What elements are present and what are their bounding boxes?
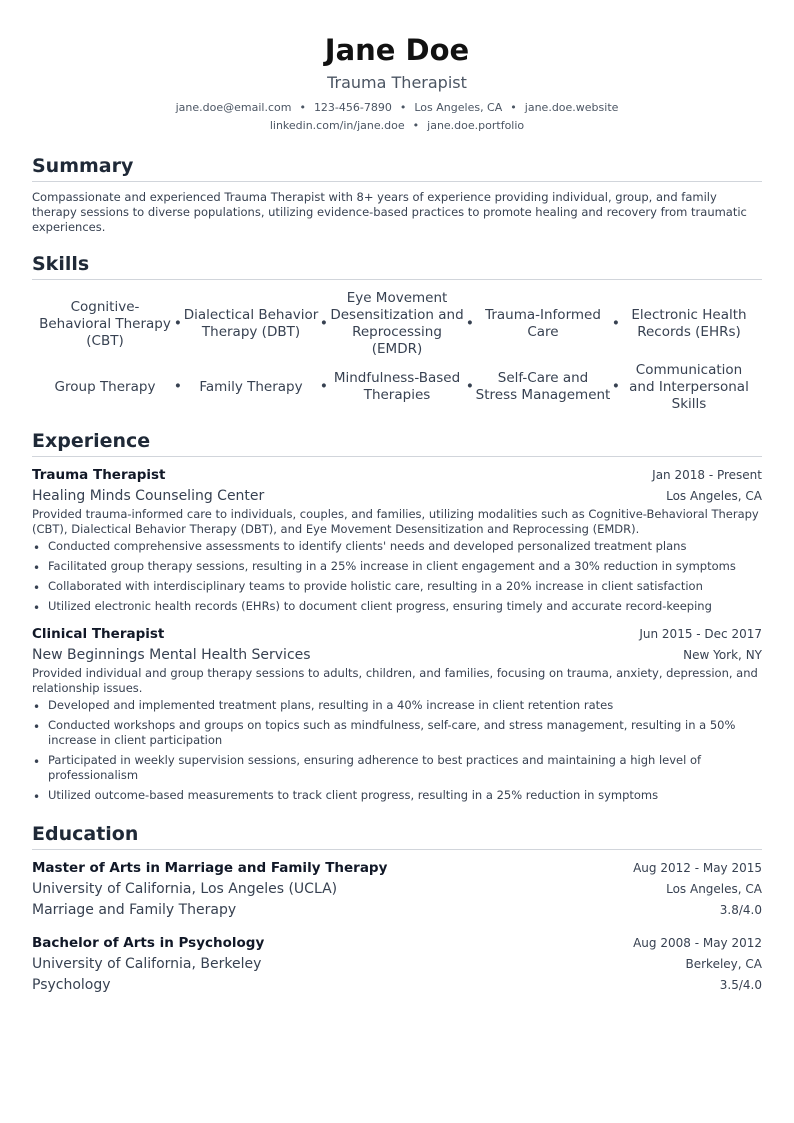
skills-grid	[32, 288, 762, 414]
job-dates: Jan 2018 - Present	[652, 468, 762, 482]
resume-header	[32, 0, 762, 135]
bullet-dot: •	[33, 755, 41, 769]
list-item: • Conducted comprehensive assessments to identify clients' needs and developed personalized treatment plans	[33, 539, 687, 555]
job-entry	[32, 624, 762, 803]
skills-heading: Skills	[32, 251, 762, 280]
school-name: University of California, Los Angeles (UCLA)	[32, 881, 338, 897]
job-role: Trauma Therapist	[32, 467, 166, 483]
job-location: New York, NY	[683, 648, 762, 662]
skill-item: Electronic Health Records (EHRs)	[631, 307, 747, 340]
degree-title: Bachelor of Arts in Psychology	[32, 935, 265, 951]
job-company: New Beginnings Mental Health Services	[32, 647, 311, 663]
phone-text: 123-456-7890	[313, 101, 392, 114]
school-location: Berkeley, CA	[685, 957, 762, 971]
skill-item: Self-Care and Stress Management •	[475, 370, 620, 403]
list-item: • Developed and implemented treatment plans, resulting in a 40% increase in client retention rates	[33, 698, 614, 714]
bullet-dot: •	[33, 581, 41, 595]
summary-text: Compassionate and experienced Trauma Therapist with 8+ years of experience providing individual, group, and family therapy sessions to diverse populations, utilizing evidence-based practices to promote healing and recovery from traumatic experiences.	[32, 190, 747, 234]
separator-dot: •	[399, 101, 407, 114]
skill-item: Group Therapy •	[54, 378, 182, 395]
school-name: University of California, Berkeley	[32, 956, 262, 972]
skill-item: Mindfulness-Based Therapies •	[333, 370, 474, 403]
education-dates: Aug 2012 - May 2015	[633, 861, 762, 875]
separator-dot: •	[465, 378, 474, 395]
separator-dot: •	[319, 378, 328, 395]
separator-dot: •	[412, 119, 420, 132]
school-location: Los Angeles, CA	[666, 882, 762, 896]
list-item: • Utilized electronic health records (EHRs) to document client progress, ensuring timely and accurate record-keeping	[33, 599, 712, 615]
separator-dot: •	[173, 378, 182, 395]
bullet-dot: •	[33, 541, 41, 555]
skills-section	[32, 251, 762, 414]
gpa-value: 3.5/4.0	[719, 978, 762, 992]
job-bullets	[32, 539, 762, 614]
bullet-dot: •	[33, 561, 41, 575]
job-role: Clinical Therapist	[32, 626, 165, 642]
separator-dot: •	[465, 315, 474, 332]
skill-item: Communication and Interpersonal Skills	[629, 361, 749, 412]
list-item: • Facilitated group therapy sessions, resulting in a 25% increase in client engagement and a 30% reduction in symptoms	[33, 559, 736, 575]
gpa-value: 3.8/4.0	[719, 903, 762, 917]
job-description: Provided individual and group therapy sessions to adults, children, and families, focusing on trauma, anxiety, depression, and relationship issues.	[32, 666, 758, 695]
experience-section	[32, 428, 762, 803]
bullet-dot: •	[33, 601, 41, 615]
website-link[interactable]: jane.doe.website	[524, 101, 619, 114]
field-of-study: Marriage and Family Therapy	[32, 902, 237, 918]
list-item: • Utilized outcome-based measurements to track client progress, resulting in a 25% reduction in symptoms	[33, 788, 659, 804]
candidate-title: Trauma Therapist	[327, 73, 467, 92]
summary-section	[32, 153, 762, 235]
separator-dot: •	[611, 378, 620, 395]
field-of-study: Psychology	[32, 977, 111, 993]
contact-row-1	[32, 99, 762, 117]
linkedin-link[interactable]: linkedin.com/in/jane.doe	[269, 119, 405, 132]
separator-dot: •	[611, 315, 620, 332]
skill-item: Dialectical Behavior Therapy (DBT) •	[183, 307, 328, 340]
job-dates: Jun 2015 - Dec 2017	[639, 627, 762, 641]
experience-heading: Experience	[32, 428, 762, 457]
job-location: Los Angeles, CA	[666, 489, 762, 503]
list-item: • Conducted workshops and groups on topics such as mindfulness, self-care, and stress management, resulting in a 50% increase in client participation	[33, 718, 736, 747]
separator-dot: •	[319, 315, 328, 332]
education-dates: Aug 2008 - May 2012	[633, 936, 762, 950]
bullet-dot: •	[33, 700, 41, 714]
candidate-name: Jane Doe	[324, 33, 470, 67]
bullet-dot: •	[33, 720, 41, 734]
portfolio-link[interactable]: jane.doe.portfolio	[427, 119, 525, 132]
job-bullets	[32, 698, 762, 803]
job-entry	[32, 465, 762, 614]
skill-item: Eye Movement Desensitization and Reprocessing (EMDR) •	[330, 290, 474, 357]
separator-dot: •	[173, 315, 182, 332]
list-item: • Participated in weekly supervision sessions, ensuring adherence to best practices and maintaining a high level of professionalism	[33, 753, 702, 782]
contact-row-2	[32, 117, 762, 135]
bullet-dot: •	[33, 790, 41, 804]
summary-heading: Summary	[32, 153, 762, 182]
email-link[interactable]: jane.doe@email.com	[175, 101, 292, 114]
skill-item: Family Therapy •	[199, 378, 328, 395]
location-text: Los Angeles, CA	[414, 101, 503, 114]
list-item: • Collaborated with interdisciplinary teams to provide holistic care, resulting in a 20% increase in client satisfaction	[33, 579, 703, 595]
degree-title: Master of Arts in Marriage and Family Therapy	[32, 860, 388, 876]
education-entry	[32, 858, 762, 921]
job-description: Provided trauma-informed care to individuals, couples, and families, utilizing modalities such as Cognitive-Behavioral Therapy (CBT), Dialectical Behavior Therapy (DBT), and Eye Movement Desensitization and Reprocessing (EMDR).	[32, 507, 759, 536]
separator-dot: •	[299, 101, 306, 114]
education-section	[32, 821, 762, 996]
education-entry	[32, 933, 762, 996]
separator-dot: •	[510, 101, 517, 114]
skill-item: Trauma-Informed Care •	[485, 307, 620, 340]
job-company: Healing Minds Counseling Center	[32, 488, 265, 504]
education-heading: Education	[32, 821, 762, 850]
skill-item: Cognitive-Behavioral Therapy (CBT) •	[39, 298, 182, 349]
